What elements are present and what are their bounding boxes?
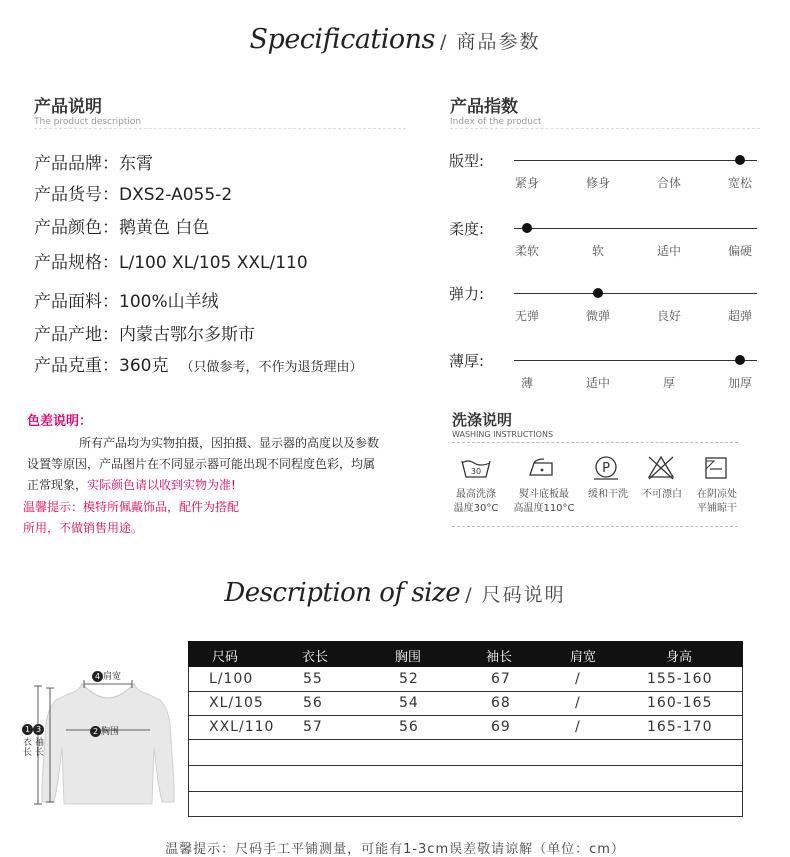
size-table-body: [188, 667, 743, 817]
spec-sku: [34, 180, 232, 205]
wash-label-line: 最高洗涤: [456, 489, 496, 500]
index-tick-label: 无弹: [514, 309, 539, 323]
spec-label: 产品面料：: [34, 292, 119, 312]
spec-label: 产品颜色：: [34, 218, 119, 238]
index-tick-label: 紧身: [514, 176, 539, 190]
index-label: 薄厚:: [449, 352, 485, 370]
index-tick-label: 修身: [585, 176, 610, 190]
badge-3: 3: [33, 724, 44, 735]
size-cell: 54: [399, 695, 419, 711]
desc-section-title: 产品说明: [34, 97, 102, 117]
desc-section-subtitle: The product description: [34, 117, 142, 127]
spec-label: 产品产地：: [34, 325, 119, 345]
index-tick-label: 宽松: [727, 176, 752, 190]
index-scale-line: [514, 360, 757, 361]
index-scale-line: [514, 293, 757, 294]
size-cell: 52: [399, 671, 419, 687]
index-scale-line: [514, 228, 757, 229]
index-label: 柔度:: [449, 220, 485, 238]
table-row-empty: [189, 765, 742, 792]
size-cell: 56: [399, 719, 419, 735]
size-cell: 67: [491, 671, 511, 687]
size-cell: 56: [303, 695, 323, 711]
index-marker: [735, 155, 745, 165]
size-title-script: Description of size: [224, 578, 461, 608]
index-section-title: 产品指数: [450, 97, 518, 117]
spec-size: [34, 248, 308, 273]
badge-4: 4: [92, 671, 103, 682]
spec-brand: [34, 149, 153, 174]
divider: [452, 442, 738, 443]
spec-value: 东霄: [119, 154, 153, 174]
model-tip-line: 所用，不做销售用途。: [23, 521, 144, 535]
size-table-header: [188, 641, 743, 667]
spec-value: 100%山羊绒: [119, 292, 219, 312]
desc-section-header: [34, 92, 141, 127]
wash-item: [692, 455, 742, 485]
size-cell: /: [575, 695, 581, 711]
sweater-diagram: [20, 664, 185, 824]
wash-label: [689, 488, 745, 516]
washing-header: [452, 409, 553, 439]
index-tick-label: 软: [591, 244, 604, 258]
badge-2: 2: [90, 726, 101, 737]
spec-label: 产品货号：: [34, 185, 119, 205]
size-cell: 55: [303, 671, 323, 687]
index-label: 弹力:: [449, 285, 485, 303]
wash-temp-label: 30: [470, 467, 482, 476]
index-tick-label: 超弹: [727, 309, 752, 323]
spec-label: 产品规格：: [34, 253, 119, 273]
index-tick-label: 薄: [520, 376, 533, 390]
index-marker: [735, 355, 745, 365]
size-cell: 165-170: [647, 719, 713, 735]
index-marker: [593, 288, 603, 298]
size-cell: /: [575, 671, 581, 687]
index-scale-line: [514, 160, 757, 161]
specs-title: [0, 24, 790, 55]
size-table: [188, 641, 743, 821]
color-note-title: 色差说明：: [27, 414, 93, 429]
spec-material: [34, 287, 219, 312]
length-text: 衣长: [23, 738, 33, 758]
wash-label-line: 熨斗底板最: [519, 489, 569, 500]
table-row: [189, 667, 742, 692]
spec-value: DXS2-A055-2: [119, 185, 233, 205]
spec-value: 360克: [119, 356, 169, 376]
color-note-line: 所有产品均为实物拍摄，因拍摄、显示器的高度以及参数: [79, 436, 380, 450]
wash-label: [634, 488, 690, 502]
size-header-cell: 尺码: [212, 650, 239, 665]
divider: [34, 128, 406, 129]
wash-label-line: 不可漂白: [642, 489, 682, 500]
table-row-empty: [189, 739, 742, 766]
table-row: [189, 715, 742, 740]
washing-subtitle: WASHING INSTRUCTIONS: [452, 430, 554, 439]
spec-value: L/100 XL/105 XXL/110: [119, 253, 308, 273]
wash-item: [636, 455, 686, 485]
length-sleeve-label: [22, 724, 44, 735]
wash-label-line: 温度30°C: [453, 503, 499, 514]
sleeve-text: 袖长: [35, 738, 45, 758]
spec-color: [34, 213, 209, 238]
index-marker: [522, 223, 532, 233]
specs-title-cn: / 商品参数: [440, 31, 541, 53]
size-cell: 155-160: [647, 671, 713, 687]
wash-item: [452, 455, 500, 485]
color-note-line: [27, 475, 427, 496]
spec-label: 产品品牌：: [34, 154, 119, 174]
index-label: 版型:: [449, 152, 485, 170]
size-header-cell: 袖长: [486, 650, 513, 665]
size-cell: XL/105: [209, 695, 264, 711]
index-tick-label: 适中: [585, 376, 610, 390]
washing-icons: [452, 455, 742, 525]
spec-origin: [34, 320, 255, 345]
spec-note: （只做参考，不作为退货理由）: [180, 360, 363, 375]
wash-30-icon: [452, 455, 500, 481]
iron-icon: [514, 455, 568, 481]
size-header-cell: 衣长: [302, 650, 329, 665]
size-header-cell: 肩宽: [570, 650, 597, 665]
index-tick-label: 偏硬: [727, 244, 752, 258]
size-cell: 57: [303, 719, 323, 735]
spec-value: 内蒙古鄂尔多斯市: [119, 325, 255, 345]
size-cell: L/100: [209, 671, 254, 687]
size-header-cell: 胸围: [395, 650, 422, 665]
color-note-text: 正常现象，: [27, 478, 88, 492]
shoulder-text: 肩宽: [103, 672, 122, 682]
size-cell: /: [575, 719, 581, 735]
size-cell: 68: [491, 695, 511, 711]
flat-dry-icon: [692, 455, 742, 481]
no-bleach-icon: [636, 455, 686, 481]
color-note-body: [27, 433, 427, 496]
wash-label: [510, 488, 578, 516]
model-tip-line: 温馨提示：模特所佩戴饰品，配件为搭配: [23, 500, 240, 514]
color-note-highlight: 实际颜色请以收到实物为准!: [87, 478, 236, 492]
index-tick-label: 适中: [656, 244, 681, 258]
index-tick-label: 柔软: [514, 244, 539, 258]
spec-value: 鹅黄色 白色: [119, 218, 210, 238]
index-tick-label: 加厚: [727, 376, 752, 390]
wash-item: [582, 455, 632, 485]
badge-1: 1: [22, 724, 33, 735]
size-cell: 160-165: [647, 695, 713, 711]
divider: [450, 128, 760, 129]
index-tick-label: 合体: [656, 176, 681, 190]
spec-label: 产品克重：: [34, 356, 119, 376]
specs-title-script: Specifications: [249, 24, 435, 55]
wash-label: [448, 488, 504, 516]
index-section-subtitle: Index of the product: [450, 117, 542, 127]
wash-item: [514, 455, 568, 485]
size-cell: 69: [491, 719, 511, 735]
footer-note: 温馨提示：尺码手工平铺测量，可能有1-3cm误差敬请谅解（单位：cm）: [165, 842, 625, 857]
dryclean-letter: P: [602, 461, 610, 476]
color-note-line: 设置等原因，产品图片在不同显示器可能出现不同程度色彩，均属: [27, 457, 376, 471]
wash-label: [580, 488, 636, 502]
shoulder-label: [92, 669, 121, 682]
divider: [452, 526, 738, 527]
index-section-header: [450, 92, 541, 127]
dryclean-p-icon: [582, 455, 632, 481]
size-title-cn: / 尺码说明: [465, 584, 566, 606]
index-tick-label: 良好: [656, 309, 681, 323]
wash-label-line: 平铺晾干: [697, 503, 737, 514]
size-cell: XXL/110: [209, 719, 275, 735]
size-header-cell: 身高: [666, 650, 693, 665]
model-tip: [23, 497, 239, 539]
washing-title: 洗涤说明: [452, 411, 513, 429]
size-title: [0, 578, 790, 608]
chest-label: [90, 724, 119, 737]
spec-weight: [34, 351, 362, 376]
wash-label-line: 在阴凉处: [697, 489, 737, 500]
chest-text: 胸围: [101, 727, 120, 737]
index-tick-label: 厚: [662, 376, 675, 390]
wash-label-line: 缓和干洗: [588, 489, 628, 500]
wash-label-line: 高温度110°C: [513, 503, 575, 514]
table-row: [189, 691, 742, 716]
index-tick-label: 微弹: [585, 309, 610, 323]
